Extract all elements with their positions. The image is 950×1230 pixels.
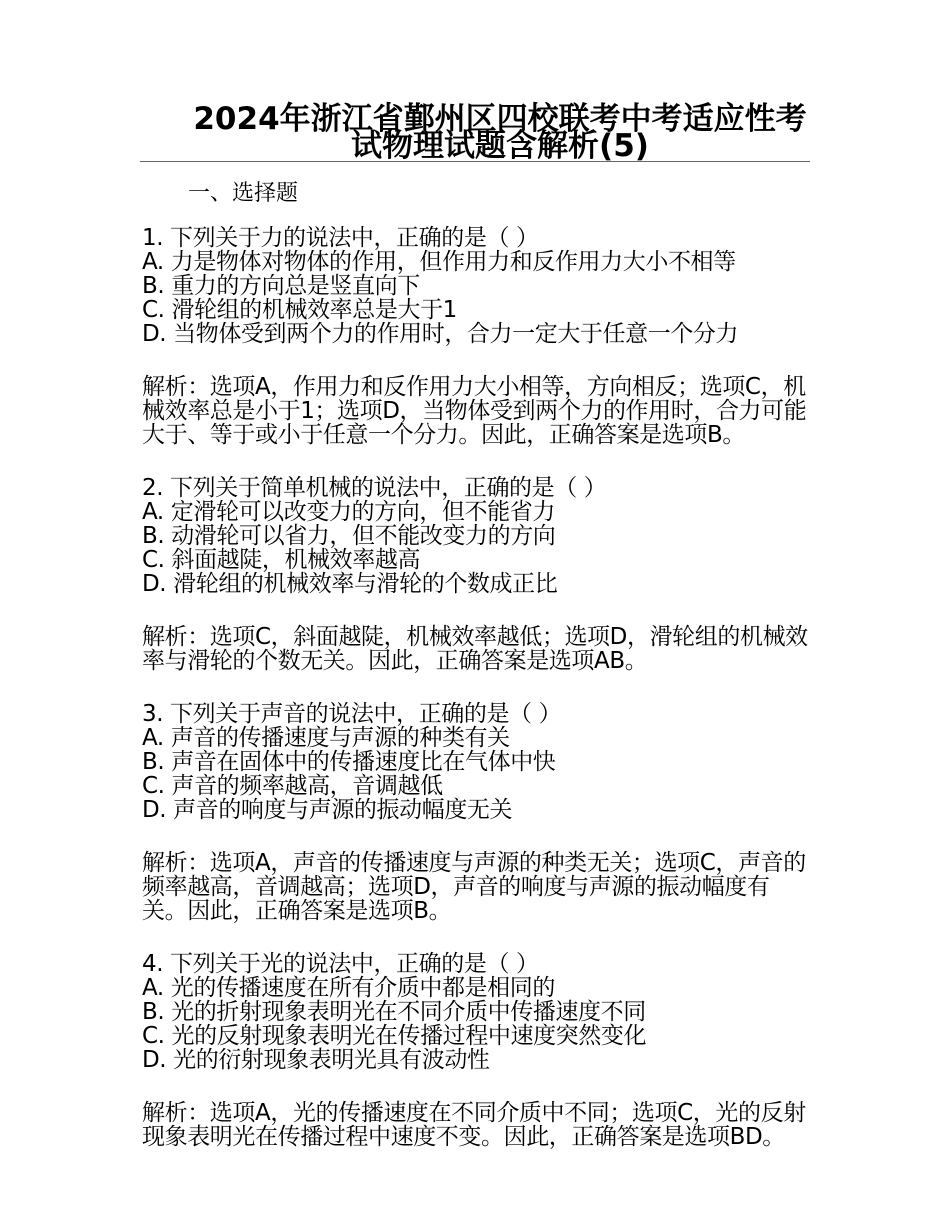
option-b: B. 光的折射现象表明光在不同介质中传播速度不同	[142, 999, 646, 1025]
option-a: A. 声音的传播速度与声源的种类有关	[142, 725, 510, 751]
option-d: D. 滑轮组的机械效率与滑轮的个数成正比	[142, 571, 558, 597]
question-block	[142, 952, 814, 1072]
option-a: A. 光的传播速度在所有介质中都是相同的	[142, 975, 555, 1001]
option-b: B. 重力的方向总是竖直向下	[142, 273, 420, 299]
section-heading: 一、选择题	[188, 181, 299, 206]
option-d: D. 光的衍射现象表明光具有波动性	[142, 1047, 490, 1073]
analysis-text: 解析：选项A，作用力和反作用力大小相等，方向相反；选项C，机械效率总是小于1；选项D，当物体受到两个力的作用时，合力可能大于、等于或小于任意一个分力。因此，正确答案是选项B。	[142, 374, 807, 448]
analysis-text: 解析：选项C，斜面越陡，机械效率越低；选项D，滑轮组的机械效率与滑轮的个数无关。因此，正确答案是选项AB。	[142, 624, 808, 674]
question-text: 3. 下列关于声音的说法中，正确的是（ ）	[142, 701, 562, 727]
option-c: C. 斜面越陡，机械效率越高	[142, 547, 421, 573]
analysis-block	[142, 625, 814, 673]
option-a: A. 定滑轮可以改变力的方向，但不能省力	[142, 499, 555, 525]
option-d: D. 当物体受到两个力的作用时，合力一定大于任意一个分力	[142, 321, 739, 347]
question-list	[142, 226, 814, 1178]
question-text: 4. 下列关于光的说法中，正确的是（ ）	[142, 951, 539, 977]
option-c: C. 光的反射现象表明光在传播过程中速度突然变化	[142, 1023, 647, 1049]
option-b: B. 动滑轮可以省力，但不能改变力的方向	[142, 523, 556, 549]
option-b: B. 声音在固体中的传播速度比在气体中快	[142, 749, 556, 775]
option-c: C. 滑轮组的机械效率总是大于1	[142, 297, 457, 323]
question-block	[142, 476, 814, 596]
analysis-block	[142, 375, 814, 447]
question-block	[142, 702, 814, 822]
analysis-text: 解析：选项A，声音的传播速度与声源的种类无关；选项C，声音的频率越高，音调越高；选项D，声音的响度与声源的振动幅度有关。因此，正确答案是选项B。	[142, 850, 806, 924]
question-text: 2. 下列关于简单机械的说法中，正确的是（ ）	[142, 475, 607, 501]
page-title: 2024年浙江省鄞州区四校联考中考适应性考试物理试题含解析(5)	[193, 101, 807, 164]
analysis-text: 解析：选项A，光的传播速度在不同介质中不同；选项C，光的反射现象表明光在传播过程中速度不变。因此，正确答案是选项BD。	[142, 1100, 806, 1150]
option-a: A. 力是物体对物体的作用，但作用力和反作用力大小不相等	[142, 249, 736, 275]
analysis-block	[142, 851, 814, 923]
option-c: C. 声音的频率越高，音调越低	[142, 773, 443, 799]
question-text: 1. 下列关于力的说法中，正确的是（ ）	[142, 225, 539, 251]
title-divider	[140, 161, 810, 162]
question-block	[142, 226, 814, 346]
option-d: D. 声音的响度与声源的振动幅度无关	[142, 797, 513, 823]
analysis-block	[142, 1101, 814, 1149]
